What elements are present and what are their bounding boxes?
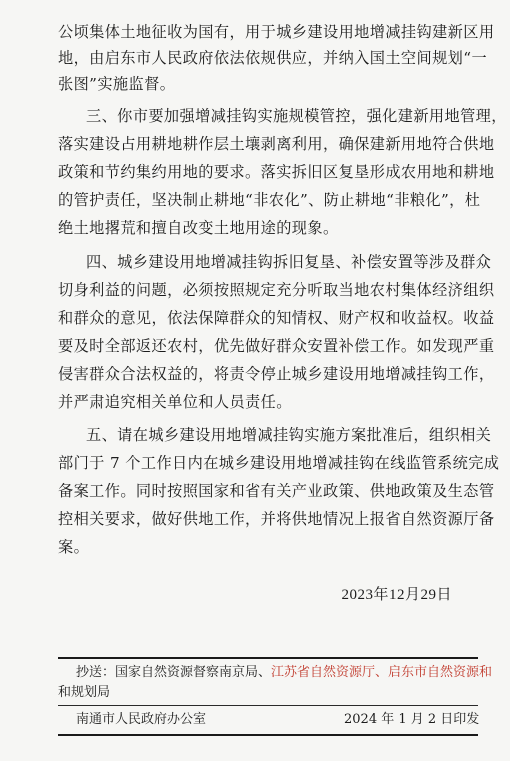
body-line: 张图”实施监督。 [58,75,176,93]
footer-divider-middle [58,705,478,706]
body-line: 案。 [58,538,90,556]
body-line: 侵害群众合法权益的，将责令停止城乡建设用地增减挂钩工作， [58,365,495,383]
body-line: 绝土地撂荒和擅自改变土地用途的现象。 [58,219,339,237]
body-line: 切身利益的问题，必须按照规定充分听取当地农村集体经济组织 [58,281,495,299]
body-line: 政策和节约集约用地的要求。落实拆旧区复垦形成农用地和耕地 [58,163,495,181]
body-line: 和群众的意见，依法保障群众的知情权、财产权和收益权。收益 [58,309,495,327]
cc-recipients-red: 江苏省自然资源厅、启东市自然资源和 [271,665,493,680]
document-date: 2023年12月29日 [341,587,452,603]
body-line: 落实建设占用耕地耕作层土壤剥离利用，确保建新用地符合供地 [58,135,495,153]
body-line: 公顷集体土地征收为国有，用于城乡建设用地增减挂钩建新区用 [58,23,495,41]
body-line: 要及时全部返还农村，优先做好群众安置补偿工作。如发现严重 [58,337,495,355]
footer-divider-bottom [58,734,478,736]
body-line: 地，由启东市人民政府依法依规供应，并纳入国土空间规划“一 [58,49,488,67]
cc-recipients-black: 国家自然资源督察南京局、 [115,665,272,680]
cc-line [76,664,492,682]
cc-line-2: 和规划局 [58,685,111,700]
body-line: 的管护责任，坚决制止耕地“非农化”、防止耕地“非粮化”，杜 [58,191,481,209]
cc-label: 抄送： [76,665,116,680]
body-line: 备案工作。同时按照国家和省有关产业政策、供地政策及生态管 [58,482,495,500]
paragraph-3-start: 三、你市要加强增减挂钩实施规模管控，强化建新用地管理， [86,107,507,125]
paragraph-4-start: 四、城乡建设用地增减挂钩拆旧复垦、补偿安置等涉及群众 [86,253,492,271]
body-line: 控相关要求，做好供地工作，并将供地情况上报省自然资源厅备 [58,510,495,528]
body-line: 部门于 7 个工作日内在城乡建设用地增减挂钩在线监管系统完成 [58,454,500,472]
issue-date: 2024 年 1 月 2 日印发 [344,712,480,727]
footer-divider-top [58,657,478,659]
paragraph-5-start: 五、请在城乡建设用地增减挂钩实施方案批准后，组织相关 [86,426,492,444]
issuer: 南通市人民政府办公室 [76,712,207,727]
body-line: 并严肃追究相关单位和人员责任。 [58,393,292,411]
